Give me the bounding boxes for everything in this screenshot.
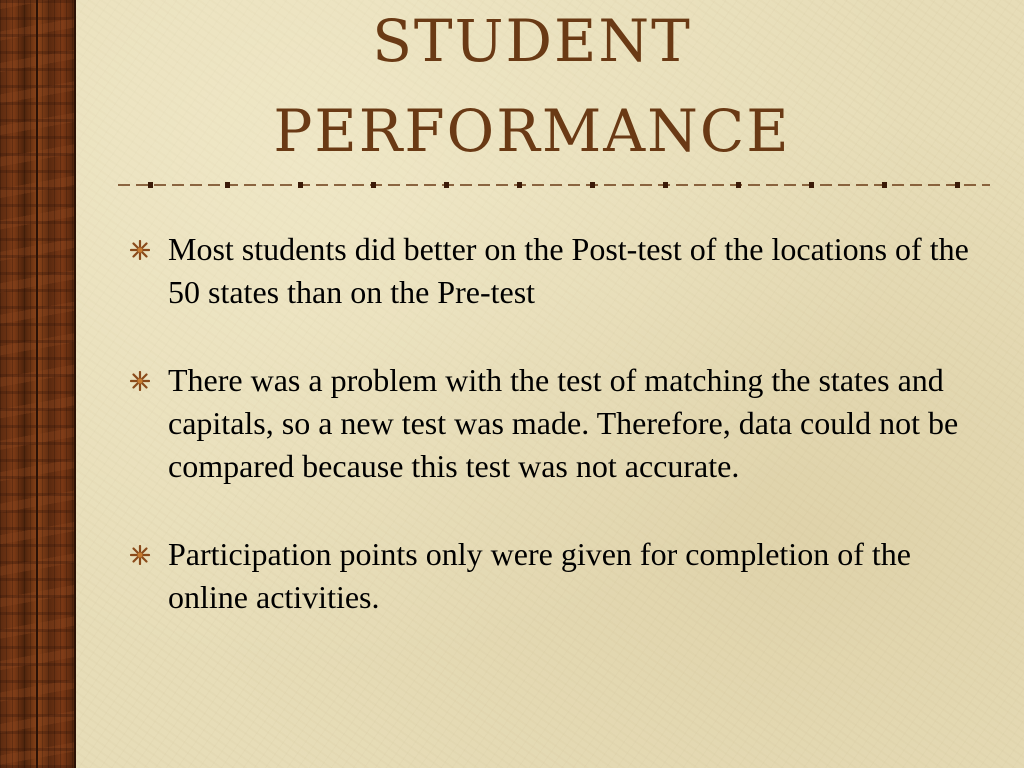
starburst-bullet-icon: [130, 371, 150, 391]
starburst-bullet-icon: [130, 545, 150, 565]
slide-title-line-2: PERFORMANCE: [273, 97, 791, 165]
slide-title-line-1: STUDENT: [372, 7, 692, 75]
bullet-item: [128, 228, 988, 314]
bullet-list: [128, 228, 988, 619]
bullet-item: [128, 359, 988, 488]
title-divider-rule: [118, 182, 990, 188]
bullet-item: [128, 533, 988, 619]
bullet-text: Participation points only were given for completion of the online activities.: [168, 536, 911, 615]
bullet-text: Most students did better on the Post-test of the locations of the 50 states than on the Pre-test: [168, 231, 969, 310]
starburst-bullet-icon: [130, 240, 150, 260]
bullet-text: There was a problem with the test of matching the states and capitals, so a new test was made. Therefore, data could not be compared because this test was not accurate.: [168, 362, 959, 484]
